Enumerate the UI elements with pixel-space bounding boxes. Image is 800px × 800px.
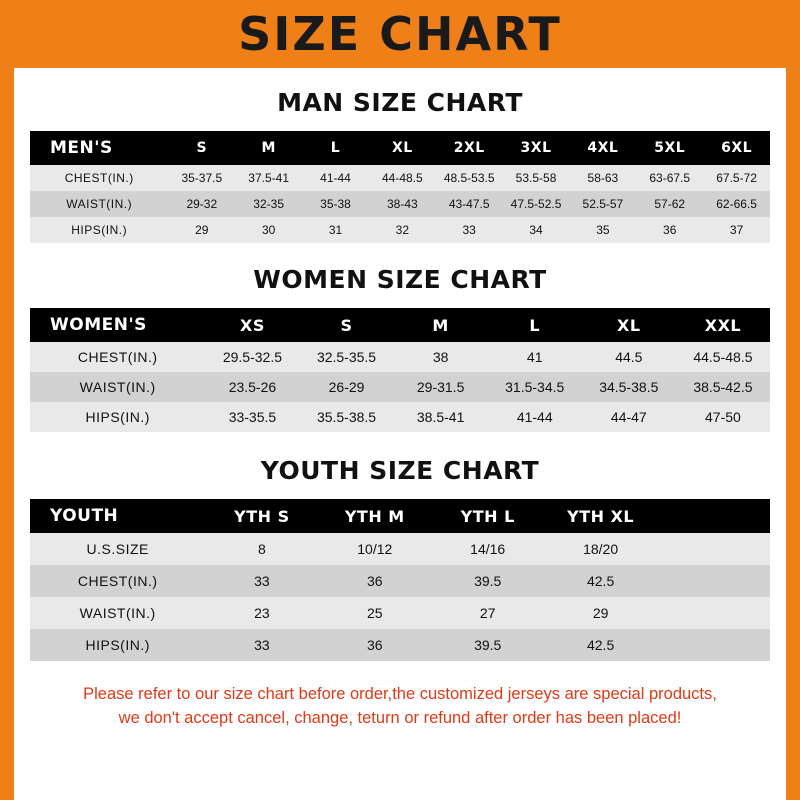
- table-cell: 42.5: [544, 629, 657, 661]
- table-header-row: [30, 131, 770, 165]
- table-cell: 43-47.5: [436, 191, 503, 217]
- table-cell: 23.5-26: [205, 372, 299, 402]
- table-cell: 32-35: [235, 191, 302, 217]
- table-cell: 36: [318, 629, 431, 661]
- row-label: CHEST(IN.): [30, 342, 205, 372]
- table-cell: 57-62: [636, 191, 703, 217]
- table-cell-empty: [657, 565, 770, 597]
- table-cell: 37.5-41: [235, 165, 302, 191]
- table-cell: 33: [436, 217, 503, 243]
- table-cell: 35-37.5: [168, 165, 235, 191]
- column-header: 2XL: [436, 131, 503, 165]
- table-row: [30, 597, 770, 629]
- row-label: CHEST(IN.): [30, 565, 205, 597]
- column-header: 5XL: [636, 131, 703, 165]
- youth-size-table: [30, 499, 770, 661]
- table-row: [30, 629, 770, 661]
- table-cell: 31: [302, 217, 369, 243]
- column-header: YTH S: [205, 499, 318, 533]
- table-cell: 33: [205, 629, 318, 661]
- column-header: S: [299, 308, 393, 342]
- table-cell: 32.5-35.5: [299, 342, 393, 372]
- women-table-body: [30, 342, 770, 432]
- table-cell: 35: [569, 217, 636, 243]
- table-cell: 53.5-58: [503, 165, 570, 191]
- table-cell: 8: [205, 533, 318, 565]
- order-notice-line1: Please refer to our size chart before order,the customized jerseys are special products,: [83, 685, 717, 703]
- man-table-body: [30, 165, 770, 243]
- row-label: HIPS(IN.): [30, 402, 205, 432]
- table-cell: 36: [636, 217, 703, 243]
- column-header-empty: [657, 499, 770, 533]
- table-cell: 29: [544, 597, 657, 629]
- column-header: 3XL: [503, 131, 570, 165]
- youth-section-title: YOUTH SIZE CHART: [260, 456, 540, 485]
- table-cell: 62-66.5: [703, 191, 770, 217]
- table-cell: 35-38: [302, 191, 369, 217]
- column-header: XXL: [676, 308, 770, 342]
- row-label: WAIST(IN.): [30, 191, 168, 217]
- column-header: L: [488, 308, 582, 342]
- column-header: XS: [205, 308, 299, 342]
- row-label: U.S.SIZE: [30, 533, 205, 565]
- table-cell-empty: [657, 629, 770, 661]
- table-header-row: [30, 499, 770, 533]
- column-header: 4XL: [569, 131, 636, 165]
- table-cell: 44.5: [582, 342, 676, 372]
- table-cell: 18/20: [544, 533, 657, 565]
- youth-table-head: [30, 499, 770, 533]
- column-header: XL: [369, 131, 436, 165]
- banner: [14, 0, 786, 68]
- table-row: [30, 342, 770, 372]
- table-cell: 32: [369, 217, 436, 243]
- column-header: L: [302, 131, 369, 165]
- content: [14, 88, 786, 731]
- table-row: [30, 402, 770, 432]
- column-header: M: [235, 131, 302, 165]
- table-cell: 39.5: [431, 629, 544, 661]
- table-cell: 14/16: [431, 533, 544, 565]
- column-header: YTH XL: [544, 499, 657, 533]
- table-cell: 31.5-34.5: [488, 372, 582, 402]
- table-row: [30, 565, 770, 597]
- table-cell: 30: [235, 217, 302, 243]
- table-cell: 26-29: [299, 372, 393, 402]
- table-row: [30, 372, 770, 402]
- table-cell-empty: [657, 597, 770, 629]
- table-cell: 44-48.5: [369, 165, 436, 191]
- table-cell: 41-44: [488, 402, 582, 432]
- man-size-table: [30, 131, 770, 243]
- table-cell: 58-63: [569, 165, 636, 191]
- table-cell: 29-31.5: [394, 372, 488, 402]
- table-row: [30, 165, 770, 191]
- column-header: WOMEN'S: [30, 308, 205, 342]
- column-header: YOUTH: [30, 499, 205, 533]
- table-row: [30, 191, 770, 217]
- column-header: M: [394, 308, 488, 342]
- youth-table-body: [30, 533, 770, 661]
- table-cell: 42.5: [544, 565, 657, 597]
- table-cell: 29: [168, 217, 235, 243]
- table-cell: 41: [488, 342, 582, 372]
- row-label: WAIST(IN.): [30, 597, 205, 629]
- table-cell: 44-47: [582, 402, 676, 432]
- table-cell: 35.5-38.5: [299, 402, 393, 432]
- column-header: MEN'S: [30, 131, 168, 165]
- column-header: 6XL: [703, 131, 770, 165]
- order-notice-line2: we don't accept cancel, change, teturn or refund after order has been placed!: [118, 708, 682, 727]
- table-cell: 52.5-57: [569, 191, 636, 217]
- table-cell: 44.5-48.5: [676, 342, 770, 372]
- row-label: HIPS(IN.): [30, 217, 168, 243]
- order-notice: [36, 683, 764, 731]
- row-label: WAIST(IN.): [30, 372, 205, 402]
- table-cell: 33: [205, 565, 318, 597]
- table-cell: 67.5-72: [703, 165, 770, 191]
- row-label: HIPS(IN.): [30, 629, 205, 661]
- table-cell: 25: [318, 597, 431, 629]
- table-cell: 10/12: [318, 533, 431, 565]
- banner-title: SIZE CHART: [238, 7, 562, 61]
- women-table-head: [30, 308, 770, 342]
- column-header: YTH M: [318, 499, 431, 533]
- table-cell: 38.5-42.5: [676, 372, 770, 402]
- man-section-title: MAN SIZE CHART: [277, 88, 523, 117]
- table-cell: 36: [318, 565, 431, 597]
- table-cell: 63-67.5: [636, 165, 703, 191]
- column-header: YTH L: [431, 499, 544, 533]
- table-row: [30, 533, 770, 565]
- man-table-head: [30, 131, 770, 165]
- table-cell: 33-35.5: [205, 402, 299, 432]
- table-cell: 29-32: [168, 191, 235, 217]
- table-cell: 47.5-52.5: [503, 191, 570, 217]
- row-label: CHEST(IN.): [30, 165, 168, 191]
- table-cell: 41-44: [302, 165, 369, 191]
- table-cell: 39.5: [431, 565, 544, 597]
- column-header: XL: [582, 308, 676, 342]
- table-cell: 34.5-38.5: [582, 372, 676, 402]
- column-header: S: [168, 131, 235, 165]
- table-row: [30, 217, 770, 243]
- table-cell: 38.5-41: [394, 402, 488, 432]
- table-cell: 23: [205, 597, 318, 629]
- table-header-row: [30, 308, 770, 342]
- table-cell: 27: [431, 597, 544, 629]
- table-cell: 47-50: [676, 402, 770, 432]
- women-size-table: [30, 308, 770, 432]
- table-cell: 29.5-32.5: [205, 342, 299, 372]
- table-cell: 34: [503, 217, 570, 243]
- table-cell: 48.5-53.5: [436, 165, 503, 191]
- table-cell-empty: [657, 533, 770, 565]
- table-cell: 38: [394, 342, 488, 372]
- women-section-title: WOMEN SIZE CHART: [253, 265, 547, 294]
- table-cell: 37: [703, 217, 770, 243]
- table-cell: 38-43: [369, 191, 436, 217]
